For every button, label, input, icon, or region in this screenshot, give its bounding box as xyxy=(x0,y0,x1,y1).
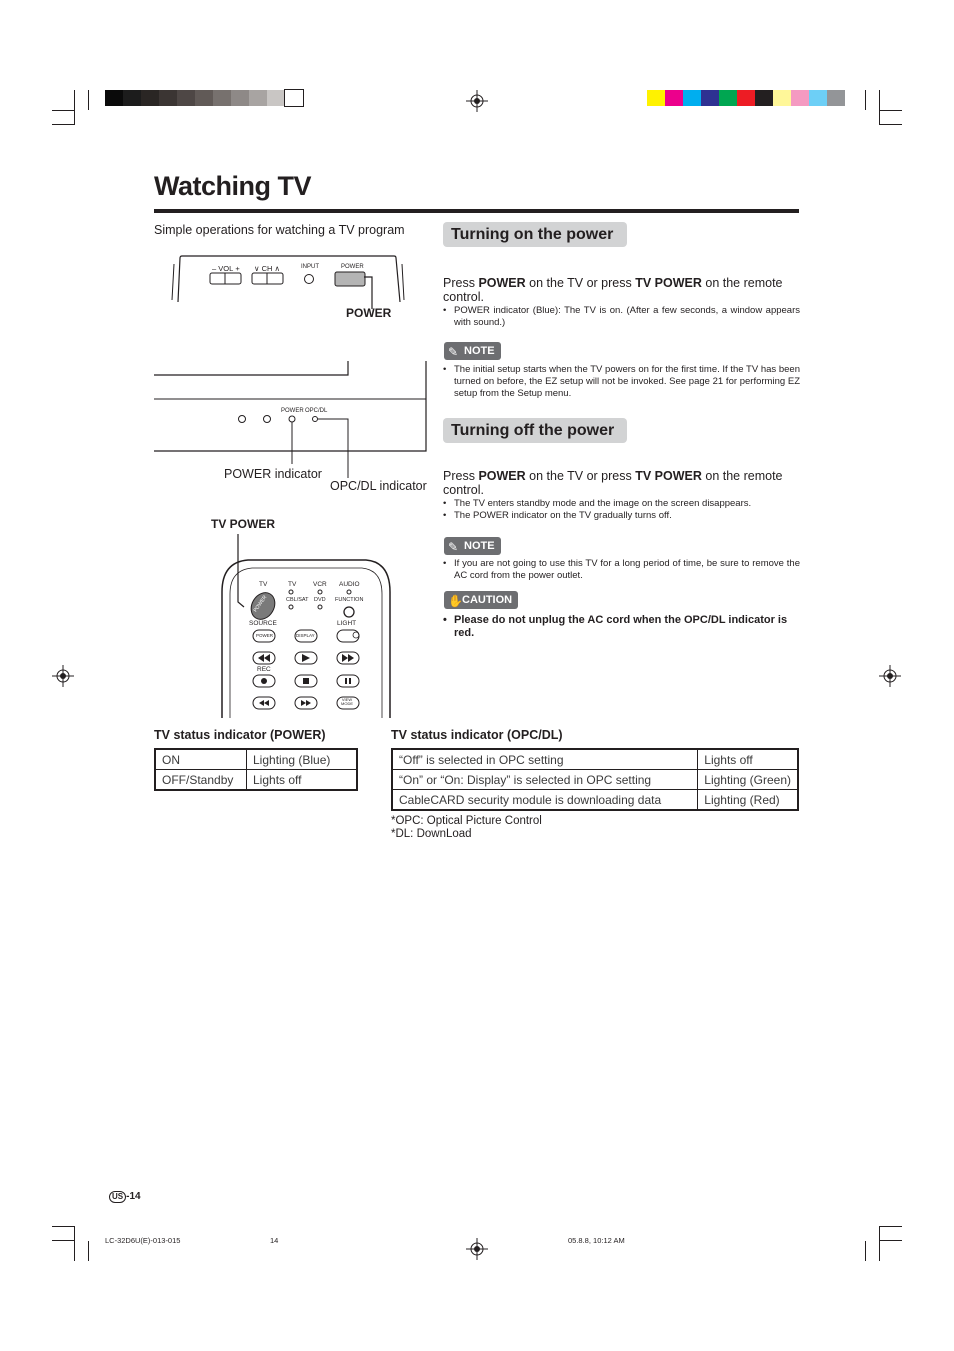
page-number: US -14 xyxy=(109,1191,141,1203)
opc-status-table xyxy=(391,748,799,811)
intro-text: Simple operations for watching a TV program xyxy=(154,223,405,237)
registration-mark-top xyxy=(466,90,488,112)
remote-label-dvd: DVD xyxy=(314,597,326,603)
color-swatch xyxy=(809,90,827,106)
opc-footnote: *OPC: Optical Picture Control xyxy=(391,815,542,827)
region-badge: US xyxy=(109,1191,126,1203)
remote-source-label: SOURCE xyxy=(249,620,277,627)
tv-top-ch-label: ∨ CH ∧ xyxy=(254,264,280,273)
table-row xyxy=(155,770,357,791)
tv-top-power-label: POWER xyxy=(341,264,364,270)
remote-label-function: FUNCTION xyxy=(335,597,364,603)
remote-tv-power-callout: TV POWER xyxy=(211,517,276,531)
color-swatch xyxy=(791,90,809,106)
table-row xyxy=(392,790,798,811)
table-cell: “On” or “On: Display” is selected in OPC setting xyxy=(392,770,698,790)
table-cell: Lighting (Blue) xyxy=(247,749,358,770)
slug-date: 05.8.8, 10:12 AM xyxy=(568,1236,625,1245)
color-swatch xyxy=(213,90,231,106)
caution-text: • Please do not unplug the AC cord when the OPC/DL indicator is red. xyxy=(443,614,788,639)
power-indicator-callout: POWER indicator xyxy=(224,467,322,481)
turning-off-bullets xyxy=(443,498,800,522)
table-cell: CableCARD security module is downloading data xyxy=(392,790,698,811)
color-swatch xyxy=(231,90,249,106)
tv-top-vol-label: – VOL + xyxy=(212,264,240,273)
color-swatch xyxy=(665,90,683,106)
turning-on-paragraph: Press POWER on the TV or press TV POWER on the remote control. xyxy=(443,276,783,304)
slug-file: LC-32D6U(E)-013-015 xyxy=(105,1236,181,1245)
color-swatch xyxy=(249,90,267,106)
color-swatch xyxy=(755,90,773,106)
table-row xyxy=(392,749,798,770)
remote-rec-label: REC xyxy=(257,666,271,673)
turning-off-paragraph: Press POWER on the TV or press TV POWER on the remote control. xyxy=(443,469,783,497)
dl-footnote: *DL: DownLoad xyxy=(391,828,472,840)
color-swatch xyxy=(701,90,719,106)
pencil-icon: ✎ xyxy=(448,345,459,359)
color-swatch xyxy=(285,90,303,106)
title-rule xyxy=(154,209,799,213)
tv-front-diagram xyxy=(152,355,432,455)
color-swatch xyxy=(195,90,213,106)
remote-display-button-label: DISPLAY xyxy=(296,633,315,638)
color-swatch xyxy=(773,90,791,106)
list-item: • The POWER indicator on the TV gradually turns off. xyxy=(443,510,800,522)
slug-page: 14 xyxy=(270,1236,279,1245)
remote-diagram xyxy=(218,532,396,720)
power-table-caption: TV status indicator (POWER) xyxy=(154,728,326,742)
remote-label-tv2: TV xyxy=(288,581,297,588)
remote-light-label: LIGHT xyxy=(337,620,357,627)
registration-mark-left xyxy=(52,665,74,687)
remote-power-button-label: POWER xyxy=(256,633,274,638)
caution-badge: ✋ CAUTION xyxy=(444,591,518,609)
table-row xyxy=(392,770,798,790)
color-swatch xyxy=(737,90,755,106)
power-status-table xyxy=(154,748,358,791)
table-cell: Lighting (Green) xyxy=(698,770,798,790)
turning-off-note-badge: ✎ NOTE xyxy=(444,537,501,555)
table-cell: ON xyxy=(155,749,247,770)
turning-on-heading: Turning on the power xyxy=(443,222,627,247)
front-power-indicator-label: POWER xyxy=(281,408,304,414)
remote-label-cbl-sat: CBL/SAT xyxy=(286,597,309,603)
color-swatch xyxy=(719,90,737,106)
list-item: • POWER indicator (Blue): The TV is on. (After a few seconds, a window appears with sound.) xyxy=(443,305,800,329)
color-swatch xyxy=(159,90,177,106)
color-swatch xyxy=(267,90,285,106)
hand-stop-icon: ✋ xyxy=(448,594,463,608)
color-swatch xyxy=(647,90,665,106)
turning-off-heading: Turning off the power xyxy=(443,418,627,443)
table-cell: OFF/Standby xyxy=(155,770,247,791)
turning-off-note-bullets xyxy=(443,558,800,582)
tv-top-power-leader xyxy=(350,276,380,310)
list-item: • The initial setup starts when the TV powers on for the first time. If the TV has been turned on before, the EZ setup will not be invoked. See page 21 for performing EZ setup from the Setup menu. xyxy=(443,364,800,400)
table-cell: Lighting (Red) xyxy=(698,790,798,811)
table-cell: “Off” is selected in OPC setting xyxy=(392,749,698,770)
opc-dl-indicator-callout: OPC/DL indicator xyxy=(330,479,427,493)
pencil-icon: ✎ xyxy=(448,540,459,554)
remote-label-tv1: TV xyxy=(259,581,268,588)
remote-label-audio: AUDIO xyxy=(339,581,360,588)
list-item: • If you are not going to use this TV for a long period of time, be sure to remove the AC cord from the power outlet. xyxy=(443,558,800,582)
remote-power-key-label: POWER xyxy=(252,594,269,614)
table-cell: Lights off xyxy=(247,770,358,791)
color-swatch xyxy=(123,90,141,106)
turning-on-bullets xyxy=(443,305,800,329)
list-item: • The TV enters standby mode and the image on the screen disappears. xyxy=(443,498,800,510)
remote-view-mode-label: VIEW MODE xyxy=(341,697,353,706)
registration-mark-right xyxy=(879,665,901,687)
table-cell: Lights off xyxy=(698,749,798,770)
color-swatch xyxy=(683,90,701,106)
color-swatch xyxy=(827,90,845,106)
table-row xyxy=(155,749,357,770)
registration-mark-bottom xyxy=(466,1238,488,1260)
color-swatch xyxy=(105,90,123,106)
color-swatch xyxy=(141,90,159,106)
turning-on-note-bullets xyxy=(443,364,800,400)
remote-label-vcr: VCR xyxy=(313,581,327,588)
color-swatch xyxy=(177,90,195,106)
opc-table-caption: TV status indicator (OPC/DL) xyxy=(391,728,563,742)
turning-on-note-badge: ✎ NOTE xyxy=(444,342,501,360)
page-title: Watching TV xyxy=(154,171,311,201)
front-opc-indicator-label: OPC/DL xyxy=(305,408,328,414)
tv-top-power-callout: POWER xyxy=(346,306,392,320)
tv-top-input-label: INPUT xyxy=(301,264,319,270)
